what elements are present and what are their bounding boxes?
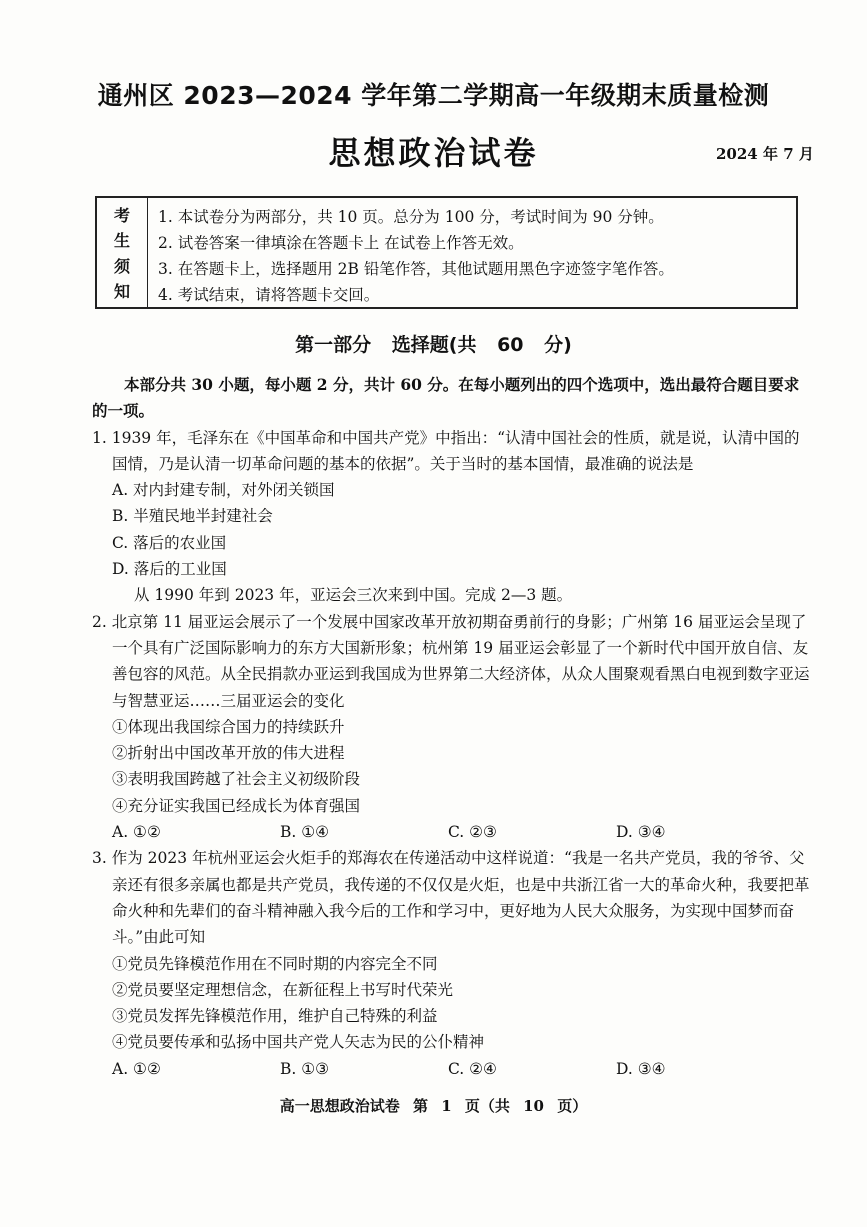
question-1-option-a: A. 对内封建专制，对外闭关锁国 xyxy=(112,481,335,500)
question-2-choice-a: A. ①② xyxy=(112,823,161,842)
question-2-statement: ②折射出中国改革开放的伟大进程 xyxy=(112,744,345,763)
question-2-choice-d: D. ③④ xyxy=(616,823,666,842)
question-3-choice-b: B. ①③ xyxy=(280,1059,330,1078)
question-3-choice-d: D. ③④ xyxy=(616,1059,666,1078)
question-2-stem: 2. 北京第 11 届亚运会展示了一个发展中国家改革开放初期奋勇前行的身影；广州第 16 届亚运会呈现了一个具有广泛国际影响力的东方大国新形象；杭州第 19 届亚运会彰显了一个新时代中国开放自信、友善包容的风范。从全民捐款办亚运到我国成为世界第二大经济体，从众人围聚观看黑白电视到数字亚运与智慧亚运……三届亚运会的变化 xyxy=(92,612,810,710)
part1-intro: 本部分共 30 小题，每小题 2 分，共计 60 分。在每小题列出的四个选项中，选出最符合题目要求的一项。 xyxy=(92,375,800,421)
part1-title: 第一部分 选择题(共 60 分) xyxy=(295,334,572,356)
notice-item: 1. 本试卷分为两部分，共 10 页。总分为 100 分，考试时间为 90 分钟。 xyxy=(158,208,664,226)
question-2-statement: ④充分证实我国已经成长为体育强国 xyxy=(112,796,361,815)
question-2-statement: ①体现出我国综合国力的持续跃升 xyxy=(112,717,345,736)
question-3-statement: ①党员先锋模范作用在不同时期的内容完全不同 xyxy=(112,954,438,973)
question-2-choices xyxy=(92,819,812,845)
notice-label-char: 考 xyxy=(113,206,130,226)
group-instruction: 从 1990 年到 2023 年，亚运会三次来到中国。完成 2—3 题。 xyxy=(134,586,573,605)
question-3-choices xyxy=(92,1056,812,1082)
notice-label-char: 生 xyxy=(113,231,130,251)
question-2-statement: ③表明我国跨越了社会主义初级阶段 xyxy=(112,770,361,789)
question-3-stem: 3. 作为 2023 年杭州亚运会火炬手的郑海农在传递活动中这样说道：“我是一名共产党员，我的爷爷、父亲还有很多亲属也都是共产党员，我传递的不仅仅是火炬，也是中共浙江省一大的革命火种，我要把革命火种和先辈们的奋斗精神融入我今后的工作和学习中，更好地为人民大众服务，为实现中国梦而奋斗。”由此可知 xyxy=(92,849,810,947)
question-1-option-b: B. 半殖民地半封建社会 xyxy=(112,507,273,526)
exam-title: 通州区 2023—2024 学年第二学期高一年级期末质量检测 xyxy=(97,81,770,110)
question-area xyxy=(92,372,812,1082)
notice-item: 4. 考试结束，请将答题卡交回。 xyxy=(158,286,380,304)
notice-item: 2. 试卷答案一律填涂在答题卡上 在试卷上作答无效。 xyxy=(158,234,524,252)
notice-label-char: 知 xyxy=(113,281,130,301)
question-1-option-c: C. 落后的农业国 xyxy=(112,533,227,552)
question-1-option-d: D. 落后的工业国 xyxy=(112,560,227,579)
notice-list xyxy=(148,198,674,307)
notice-label xyxy=(97,198,148,307)
question-2-choice-c: C. ②③ xyxy=(448,823,497,842)
question-3-statement: ③党员发挥先锋模范作用，维护自己特殊的利益 xyxy=(112,1007,438,1026)
exam-subtitle: 思想政治试卷 xyxy=(328,134,539,172)
question-3-choice-c: C. ②④ xyxy=(448,1059,497,1078)
exam-date: 2024 年 7 月 xyxy=(716,145,814,163)
question-3-statement: ②党员要坚定理想信念，在新征程上书写时代荣光 xyxy=(112,980,454,999)
candidate-notice-box xyxy=(95,196,798,309)
notice-label-char: 须 xyxy=(113,256,130,276)
notice-item: 3. 在答题卡上，选择题用 2B 铅笔作答，其他试题用黑色字迹签字笔作答。 xyxy=(158,260,674,278)
page-footer: 高一思想政治试卷 第 1 页（共 10 页） xyxy=(279,1097,588,1115)
question-2-choice-b: B. ①④ xyxy=(280,823,330,842)
question-1-stem: 1. 1939 年，毛泽东在《中国革命和中国共产党》中指出：“认清中国社会的性质，就是说，认清中国的国情，乃是认清一切革命问题的基本的依据”。关于当时的基本国情，最准确的说法是 xyxy=(92,428,800,473)
question-3-statement: ④党员要传承和弘扬中国共产党人矢志为民的公仆精神 xyxy=(112,1033,485,1052)
question-3-choice-a: A. ①② xyxy=(112,1059,161,1078)
